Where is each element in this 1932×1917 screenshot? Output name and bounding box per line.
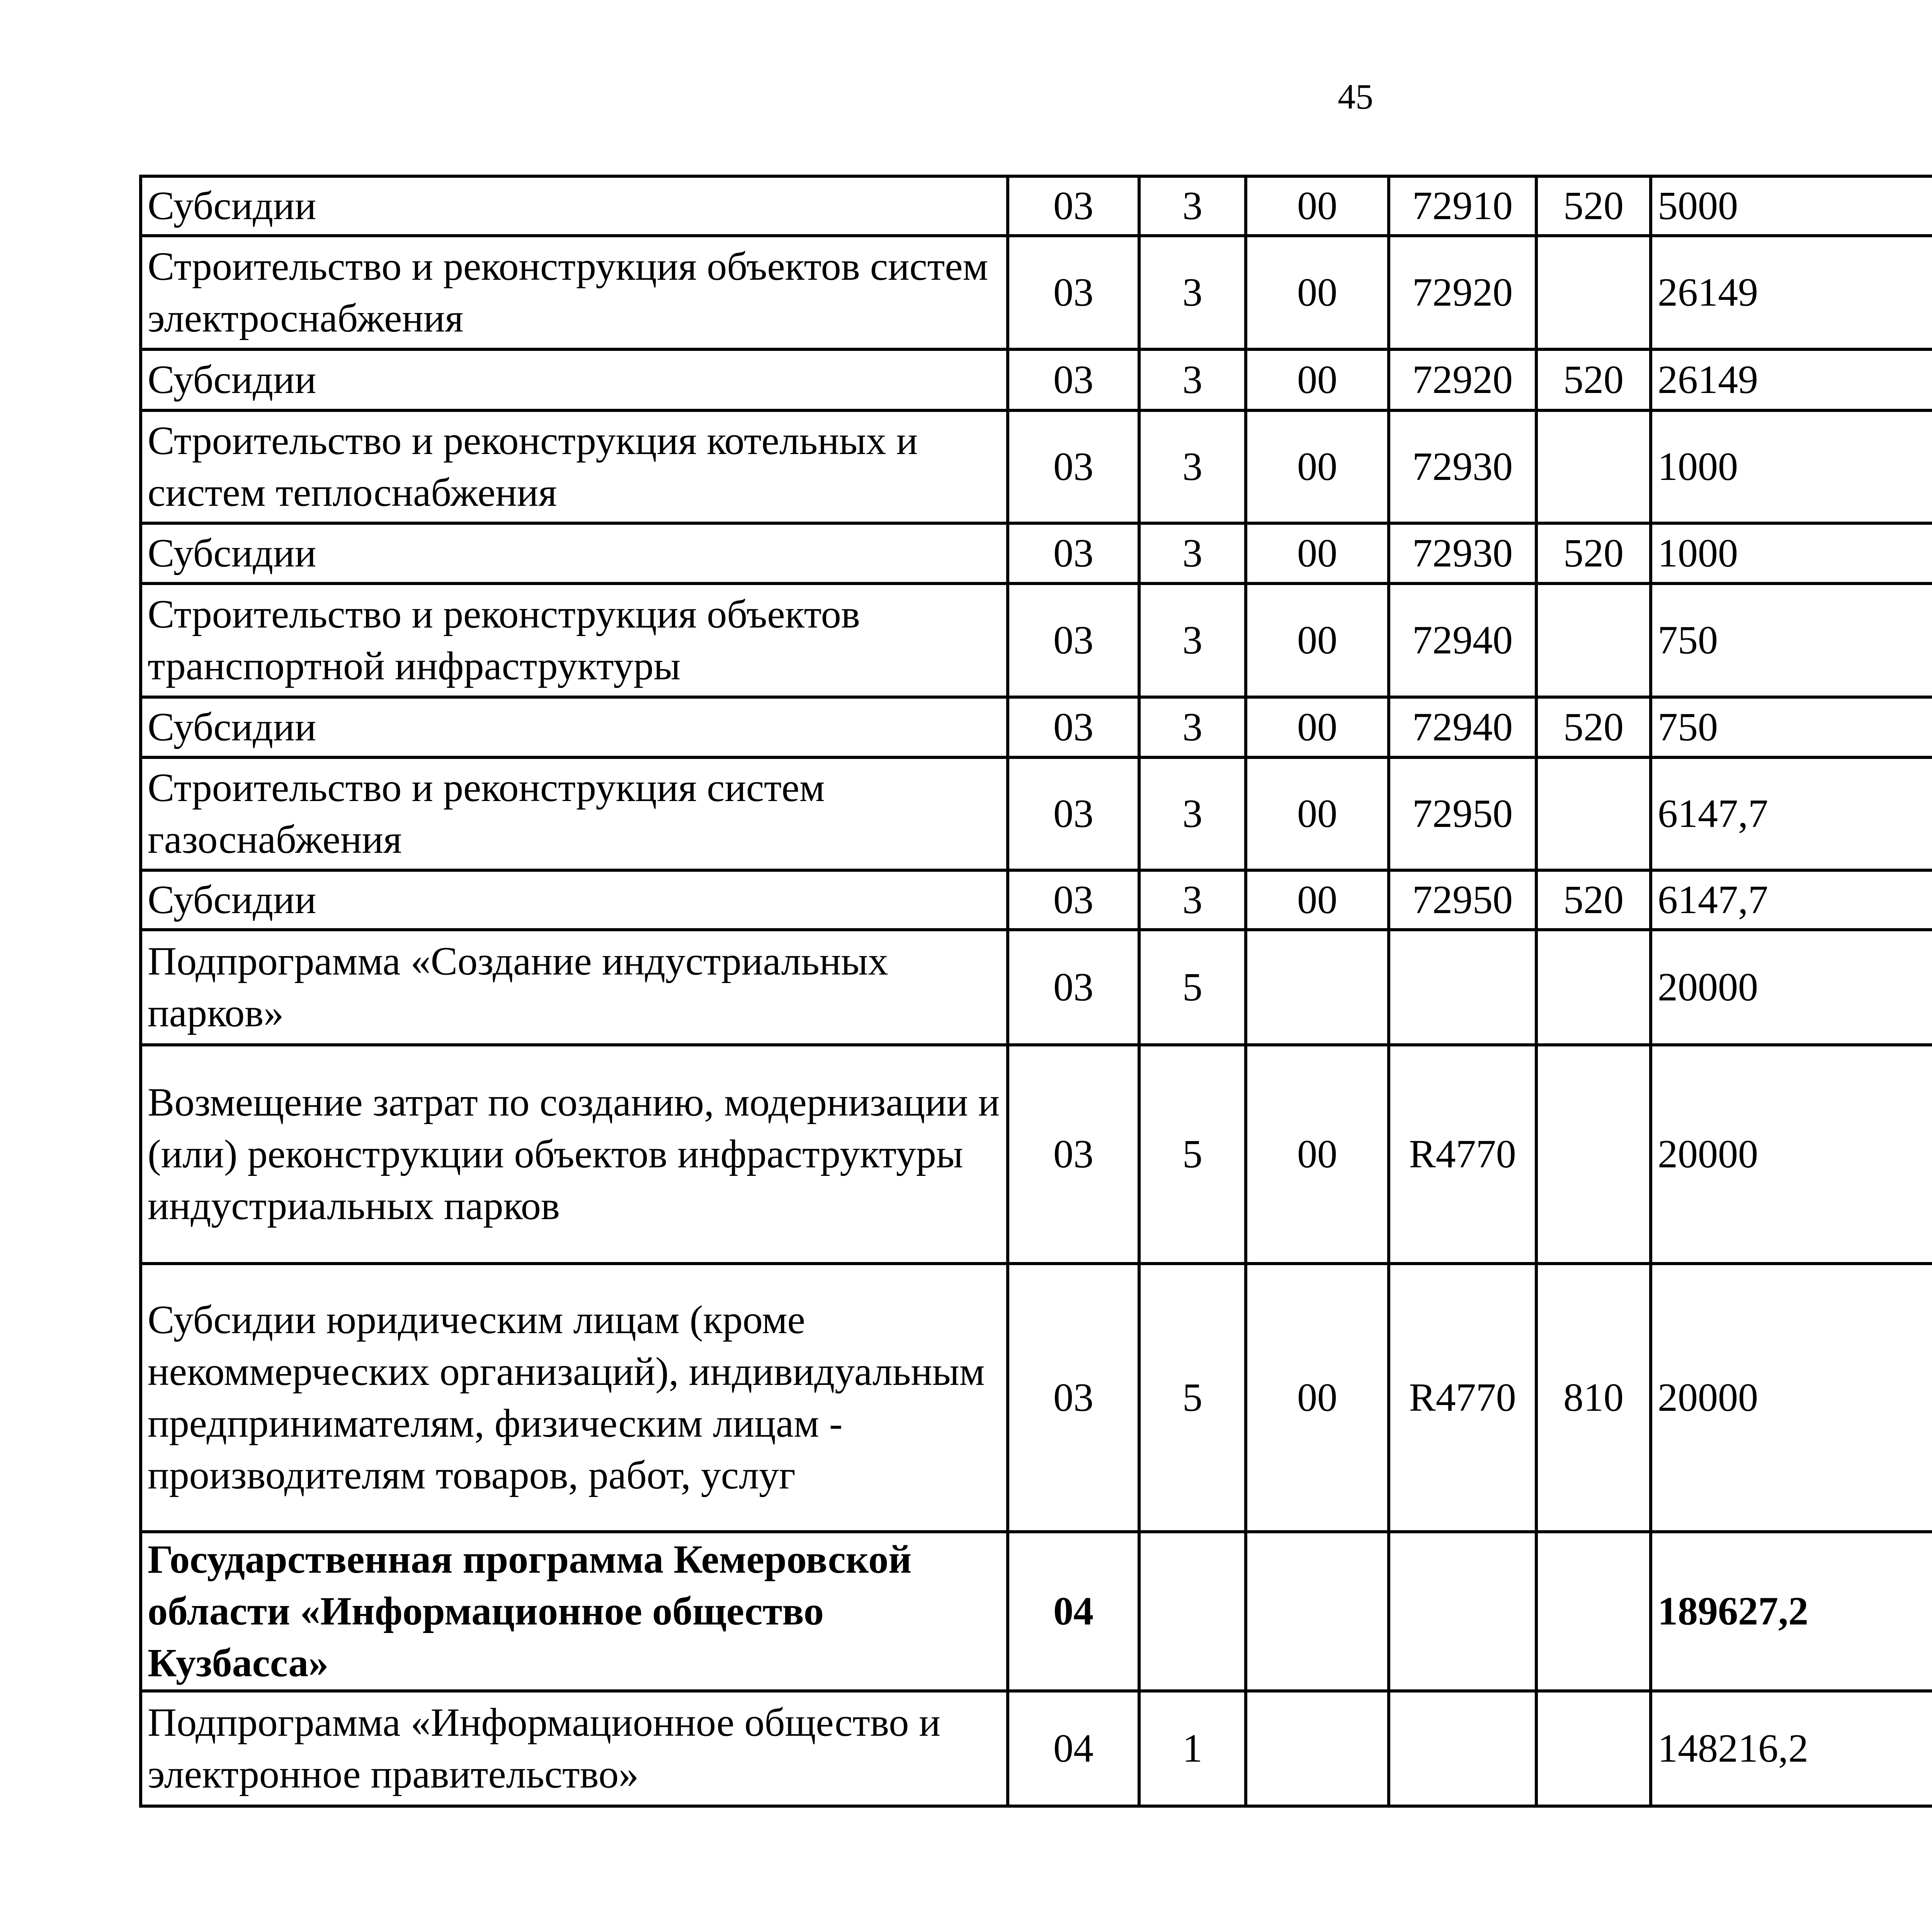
table-row [141, 1691, 1932, 1806]
code-expense-type: 520 [1536, 697, 1651, 757]
row-name: Государственная программа Кемеровской области «Информационное общество Кузбасса» [141, 1532, 1008, 1691]
amount-year-1: 148216,2 [1651, 1691, 1932, 1806]
row-name: Строительство и реконструкция объектов систем электроснабжения [141, 236, 1008, 349]
table-row [141, 583, 1932, 697]
code-expense-type [1536, 236, 1651, 349]
code-program: 03 [1008, 349, 1139, 410]
code-subprogram: 3 [1139, 236, 1246, 349]
code-event: 00 [1246, 870, 1389, 930]
code-program: 03 [1008, 583, 1139, 697]
row-name: Субсидии юридическим лицам (кроме некоммерческих организаций), индивидуальным предпринимателям, физическим лицам - производителям товаров, работ, услуг [141, 1264, 1008, 1532]
code-direction [1389, 1691, 1536, 1806]
row-name: Строительство и реконструкция котельных и систем теплоснабжения [141, 410, 1008, 523]
code-expense-type: 520 [1536, 176, 1651, 236]
table-row [141, 1045, 1932, 1264]
amount-year-1: 1000 [1651, 523, 1932, 583]
amount-year-1: 750 [1651, 583, 1932, 697]
code-program: 03 [1008, 176, 1139, 236]
row-name: Строительство и реконструкция объектов транспортной инфраструктуры [141, 583, 1008, 697]
code-program: 03 [1008, 757, 1139, 870]
amount-year-1: 26149 [1651, 349, 1932, 410]
code-event: 00 [1246, 757, 1389, 870]
code-direction: 72950 [1389, 757, 1536, 870]
code-expense-type [1536, 930, 1651, 1045]
code-direction: 72930 [1389, 410, 1536, 523]
code-event [1246, 1532, 1389, 1691]
amount-year-1: 20000 [1651, 1264, 1932, 1532]
budget-table [139, 175, 1932, 1808]
code-program: 03 [1008, 410, 1139, 523]
amount-year-1: 6147,7 [1651, 870, 1932, 930]
code-direction: 72940 [1389, 583, 1536, 697]
table-row [141, 176, 1932, 236]
code-program: 03 [1008, 930, 1139, 1045]
code-direction: 72930 [1389, 523, 1536, 583]
code-subprogram: 3 [1139, 410, 1246, 523]
code-program: 03 [1008, 870, 1139, 930]
code-subprogram: 3 [1139, 523, 1246, 583]
code-direction: 72940 [1389, 697, 1536, 757]
table-row [141, 1264, 1932, 1532]
amount-year-1: 1000 [1651, 410, 1932, 523]
code-subprogram: 3 [1139, 349, 1246, 410]
code-expense-type [1536, 757, 1651, 870]
code-subprogram: 5 [1139, 1264, 1246, 1532]
code-direction: R4770 [1389, 1264, 1536, 1532]
table-row [141, 1532, 1932, 1691]
code-subprogram [1139, 1532, 1246, 1691]
code-expense-type [1536, 1691, 1651, 1806]
code-expense-type: 810 [1536, 1264, 1651, 1532]
code-subprogram: 3 [1139, 870, 1246, 930]
code-event: 00 [1246, 176, 1389, 236]
code-event: 00 [1246, 410, 1389, 523]
code-program: 03 [1008, 236, 1139, 349]
code-subprogram: 1 [1139, 1691, 1246, 1806]
code-direction: 72950 [1389, 870, 1536, 930]
amount-year-1: 20000 [1651, 930, 1932, 1045]
amount-year-1: 5000 [1651, 176, 1932, 236]
code-event [1246, 1691, 1389, 1806]
row-name: Подпрограмма «Информационное общество и электронное правительство» [141, 1691, 1008, 1806]
code-expense-type [1536, 1045, 1651, 1264]
code-program: 03 [1008, 1264, 1139, 1532]
row-name: Субсидии [141, 523, 1008, 583]
row-name: Возмещение затрат по созданию, модернизации и (или) реконструкции объектов инфраструктуры индустриальных парков [141, 1045, 1008, 1264]
code-direction: 72910 [1389, 176, 1536, 236]
code-expense-type: 520 [1536, 349, 1651, 410]
row-name: Субсидии [141, 870, 1008, 930]
code-expense-type [1536, 410, 1651, 523]
table-row [141, 349, 1932, 410]
table-row [141, 410, 1932, 523]
amount-year-1: 6147,7 [1651, 757, 1932, 870]
code-event: 00 [1246, 1264, 1389, 1532]
code-expense-type [1536, 1532, 1651, 1691]
code-subprogram: 5 [1139, 930, 1246, 1045]
code-program: 04 [1008, 1691, 1139, 1806]
amount-year-1: 189627,2 [1651, 1532, 1932, 1691]
code-direction [1389, 1532, 1536, 1691]
code-event: 00 [1246, 523, 1389, 583]
code-expense-type [1536, 583, 1651, 697]
code-event: 00 [1246, 697, 1389, 757]
row-name: Строительство и реконструкция систем газоснабжения [141, 757, 1008, 870]
row-name: Подпрограмма «Создание индустриальных парков» [141, 930, 1008, 1045]
code-expense-type: 520 [1536, 523, 1651, 583]
code-direction: R4770 [1389, 1045, 1536, 1264]
code-program: 03 [1008, 697, 1139, 757]
code-direction [1389, 930, 1536, 1045]
code-direction: 72920 [1389, 349, 1536, 410]
code-event [1246, 930, 1389, 1045]
code-expense-type: 520 [1536, 870, 1651, 930]
code-event: 00 [1246, 583, 1389, 697]
amount-year-1: 26149 [1651, 236, 1932, 349]
amount-year-1: 20000 [1651, 1045, 1932, 1264]
code-subprogram: 3 [1139, 583, 1246, 697]
table-row [141, 697, 1932, 757]
table-row [141, 757, 1932, 870]
code-subprogram: 3 [1139, 757, 1246, 870]
code-program: 03 [1008, 523, 1139, 583]
table-row [141, 930, 1932, 1045]
code-direction: 72920 [1389, 236, 1536, 349]
row-name: Субсидии [141, 697, 1008, 757]
code-event: 00 [1246, 236, 1389, 349]
table-row [141, 523, 1932, 583]
row-name: Субсидии [141, 176, 1008, 236]
code-event: 00 [1246, 349, 1389, 410]
amount-year-1: 750 [1651, 697, 1932, 757]
table-row [141, 236, 1932, 349]
code-event: 00 [1246, 1045, 1389, 1264]
page-number: 45 [1338, 77, 1373, 116]
code-program: 03 [1008, 1045, 1139, 1264]
code-subprogram: 3 [1139, 176, 1246, 236]
row-name: Субсидии [141, 349, 1008, 410]
code-subprogram: 5 [1139, 1045, 1246, 1264]
code-program: 04 [1008, 1532, 1139, 1691]
code-subprogram: 3 [1139, 697, 1246, 757]
table-row [141, 870, 1932, 930]
